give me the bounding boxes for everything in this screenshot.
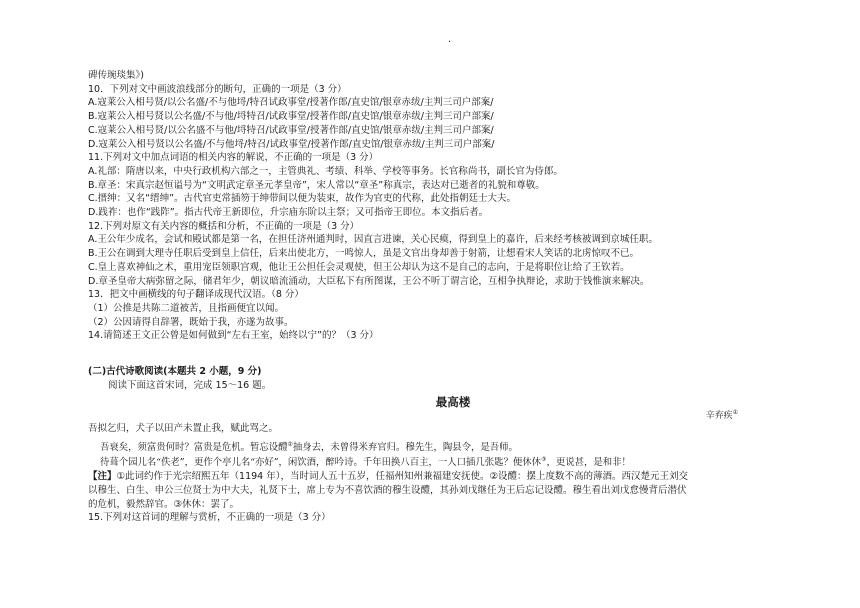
footnote-marker: ① xyxy=(732,409,738,417)
poem-author-name: 辛弃疾 xyxy=(705,411,733,422)
poem-preface: 吾拟乞归，犬子以田产未置止我，赋此骂之。 xyxy=(88,423,279,435)
document-content xyxy=(88,69,788,525)
notes-tag: 【注】 xyxy=(88,471,117,483)
question-13-part-2: （2）公因请得自辞署，既始于我，亦遂为故事。 xyxy=(88,316,294,328)
option-11-c: C.搢绅：又名“缙绅”。古代官吏常插笏于绅带间以便为装束，故作为官吏的代称，此处指朝廷士大夫。 xyxy=(88,193,516,205)
option-11-d: D.践祚：也作“践阼”。指古代帝王新即位，升宗庙东阶以主祭；又可指帝王即位。本文指后者。 xyxy=(88,207,489,219)
poem-text: 吾衰矣，须富贵何时？富贵是危机。暂忘设醴 xyxy=(100,442,288,454)
notes-line-3: 的危机，毅然辞官。③休休：罢了。 xyxy=(88,498,240,510)
question-13-part-1: （1）公推是共陈二道被苦，且指画便宜以闻。 xyxy=(88,302,285,314)
question-10: 10．下列对文中画波浪线部分的断句，正确的一项是（3 分） xyxy=(88,83,347,95)
option-12-d: D.章圣皇帝大病弥留之际，储君年少，朝议暗流涌动，大臣私下有所图谋，王公不听丁谓言论，互相争执辩论，求助于钱惟演来解决。 xyxy=(88,275,650,287)
question-11: 11.下列对文中加点词语的相关内容的解说，不正确的一项是（3 分） xyxy=(88,152,379,164)
poem-line-2 xyxy=(88,455,788,470)
poem-body xyxy=(88,440,788,470)
option-12-c: C.皇上喜欢神仙之术，重用宠臣领职宫观，他让王公担任会灵观使，但王公却认为这不是自己的志向，于是将职位让给了王钦若。 xyxy=(88,261,630,273)
question-15: 15.下列对这首词的理解与赏析，不正确的一项是（3 分） xyxy=(88,512,331,524)
option-11-a: A.礼部：隋唐以来，中央行政机构六部之一，主管典礼、考绩、科举、学校等事务。长官称尚书，副长官为侍郎。 xyxy=(88,165,563,177)
text-line: 碑传琬琰集》) xyxy=(88,70,144,81)
footnote-marker: ③ xyxy=(541,456,547,464)
option-11-b: B.章圣：宋真宗赵恒谥号为“文明武定章圣元孝皇帝”，宋人常以“章圣”称真宗，表达对已逝者的礼貌和尊敬。 xyxy=(88,179,545,191)
question-14: 14.请简述王文正公曾是如何做到“左右王室，始终以宁”的？（3 分） xyxy=(88,330,379,342)
header-mark: . xyxy=(448,34,452,45)
poem-line-1 xyxy=(88,440,788,455)
option-10-c: C.寇莱公入相号贤/以公名盛不与他/埒特召/试政事堂/授著作郎/直史馆/银章赤绂/主判三司户部案/ xyxy=(88,124,494,136)
notes-line-2: 以穆生、白生、申公三位贤士为中大夫，礼贤下士，席上专为不喜饮酒的穆生设醴，其孙刘戊继任为王后忘记设醴。穆生看出刘戊怠慢背后潜伏 xyxy=(88,484,687,496)
option-12-a: A.王公年少成名，会试和殿试都是第一名，在担任济州通判时，因直言进谏，关心民瘼，得到皇上的嘉许，后来经考核被调到京城任职。 xyxy=(88,234,658,246)
section-title: (二)古代诗歌阅读(本题共 2 小题，9 分) xyxy=(88,366,262,378)
poem-author xyxy=(88,410,788,422)
poem-title: 最高楼 xyxy=(435,395,471,410)
poem-text: ，更说甚，是和非！ xyxy=(546,457,631,469)
poem-text: 抽身去，未曾得米弃官归。穆先生，陶县令，是吾师。 xyxy=(292,442,518,454)
poem-text: 待葺个园儿名“佚老”，更作个亭儿名“亦好”，闲饮酒，醉吟诗。千年田换八百主，一人口插几张匙？便休休 xyxy=(100,457,542,469)
section-instruction: 阅读下面这首宋词，完成 15～16 题。 xyxy=(108,379,272,391)
option-10-b: B.寇莱公入相号贤以公名盛/不与他/埒特召/试政事堂/授著作郎/直史馆/银章赤绂/主判三司户部案/ xyxy=(88,111,494,123)
option-10-a: A.寇莱公入相号贤/以公名盛/不与他埒/特召试政事堂/授著作郎/直史馆/银章赤绂/主判三司户部案/ xyxy=(88,97,494,109)
notes-text: ①此词约作于光宗绍熙五年（1194 年），当时词人五十五岁，任福州知州兼福建安抚使。②设醴：摆上度数不高的薄酒。西汉楚元王刘交 xyxy=(116,471,688,483)
option-10-d: D.寇莱公入相号贤以公名盛/不与他埒/特召/试政事堂/授著作郎/直史馆/银章赤绂/主判三司户部案/ xyxy=(88,138,495,150)
footnote-marker: ② xyxy=(287,441,293,449)
question-12: 12.下列对原文有关内容的概括和分析，不正确的一项是（3 分） xyxy=(88,220,360,232)
question-13: 13．把文中画横线的句子翻译成现代汉语。（8 分） xyxy=(88,289,304,301)
notes-line-1 xyxy=(88,470,788,484)
option-12-b: B.王公在调到大理寺任职后受到皇上信任，后来出使北方，一鸣惊人，虽是文官出身却善于射箭，让想看宋人笑话的北虏惊叹不已。 xyxy=(88,248,640,260)
